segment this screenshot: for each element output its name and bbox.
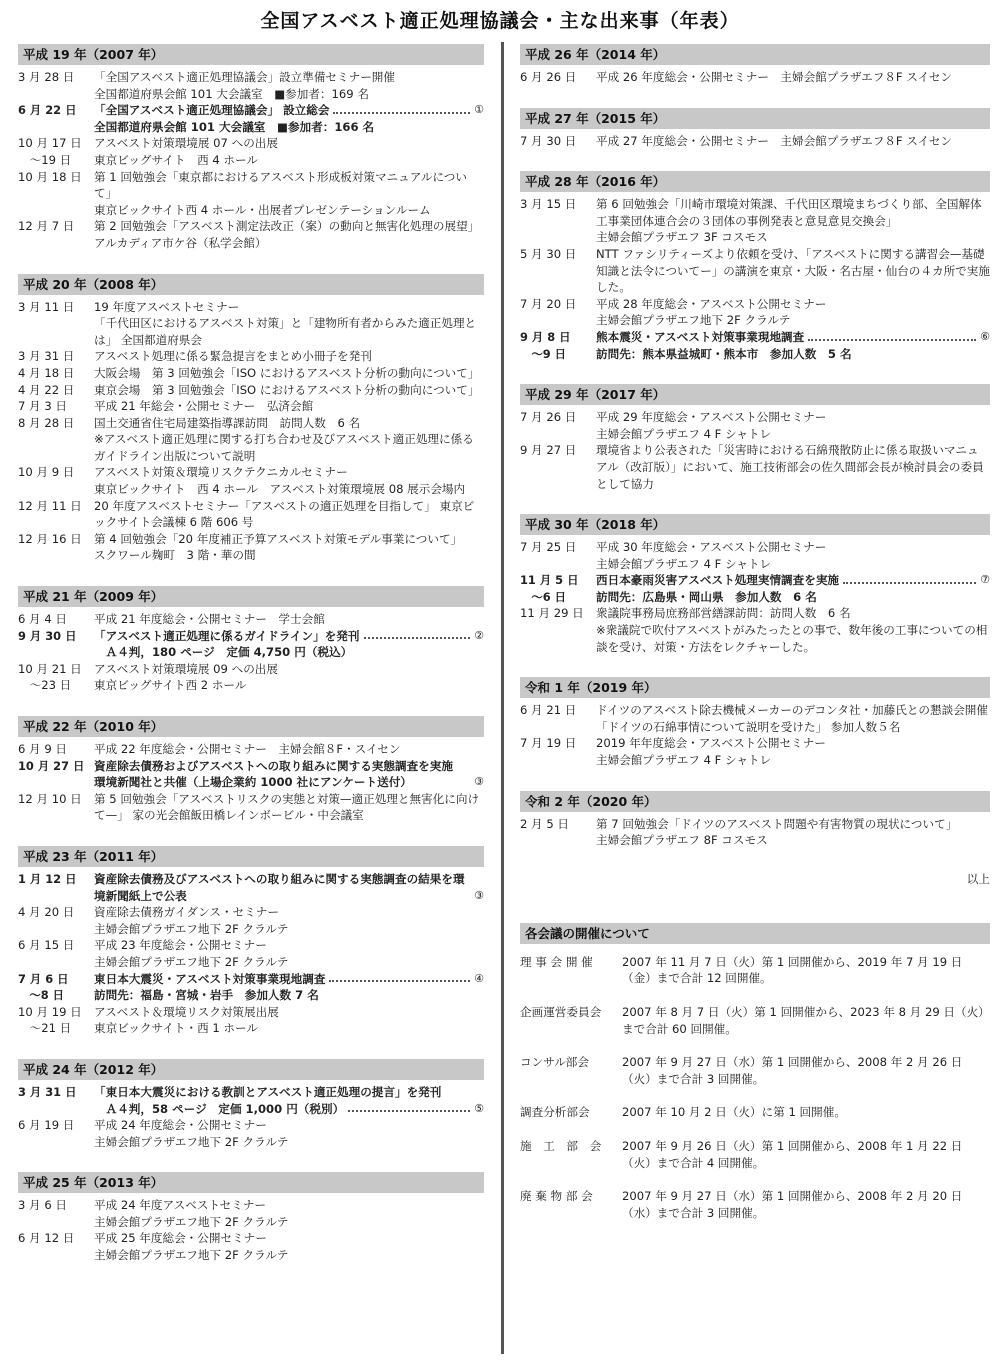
entry-date: 6 月 19 日 (18, 1118, 75, 1133)
circled-number-marker: ③ (474, 888, 484, 902)
meetings-heading: 各会議の開催について (520, 923, 990, 944)
entry-date: 6 月 22 日 (18, 103, 77, 118)
entry-text: 19 年度アスベストセミナー (94, 299, 240, 314)
year-section (18, 274, 484, 565)
timeline-entry (18, 904, 484, 937)
meeting-text: 2007 年 10 月 2 日（火）に第 1 回開催。 (622, 1105, 846, 1120)
entry-text: 訪問先：福島・宮城・岩手 参加人数 7 名 (94, 988, 319, 1003)
entry-text-with-marker (94, 758, 484, 791)
timeline-entry (520, 735, 990, 768)
entry-date: 2 月 5 日 (520, 816, 569, 831)
entry-text: 「東日本大震災における教訓とアスベスト適正処理の提言」を発刊 (94, 1084, 442, 1099)
entry-text: 「千代田区におけるアスベスト対策」と「建物所有者からみた適正処理とは」 全国都道府県会 (94, 316, 477, 347)
entry-date: 10 月 9 日 (18, 465, 75, 480)
entry-text: 全国都道府県会館 101 大会議室 ■参加者：169 名 (94, 86, 369, 101)
entry-text: 主婦会館プラザエフ 4 F シャトレ (596, 426, 772, 441)
entry-text: 第 6 回勉強会「川崎市環境対策課、千代田区環境まちづくり部、全国解体工事業団体連合会の３団体の事例発表と意見意見交換会」 (596, 197, 982, 228)
entry-text: 東京ビックサイト 西 4 ホール アスベスト対策環境展 08 展示会場内 (94, 482, 466, 497)
timeline-entry (520, 246, 990, 296)
timeline-entry (18, 791, 484, 824)
meetings-list (520, 954, 990, 1222)
meeting-row (520, 1054, 990, 1087)
entry-date: 7 月 20 日 (520, 296, 577, 311)
entry-text: 2019 年年度総会・アスベスト公開セミナー (596, 736, 826, 751)
dotted-leader (843, 572, 976, 584)
entry-text: 主婦会館プラザエフ地下 2F クラルテ (596, 313, 791, 328)
entry-date: 7 月 30 日 (520, 133, 577, 148)
year-section (18, 586, 484, 694)
entry-text: 東京ビッグサイト 西 4 ホール (94, 152, 258, 167)
entry-date: 12 月 10 日 (18, 791, 82, 806)
circled-number-marker: ⑦ (980, 573, 990, 587)
timeline-entry (18, 871, 484, 904)
timeline-entry (18, 628, 484, 661)
circled-number-marker: ① (474, 103, 484, 117)
entry-text-with-marker (94, 971, 484, 988)
year-section (18, 44, 484, 252)
year-heading: 平成 26 年（2014 年） (520, 44, 990, 65)
timeline-entry (520, 196, 990, 246)
timeline-entry (18, 611, 484, 628)
dotted-leader (808, 329, 976, 341)
entry-date: 11 月 29 日 (520, 606, 584, 621)
meeting-name: 理 事 会 開 催 (520, 954, 593, 969)
timeline-entry (18, 69, 484, 102)
entry-text: 平成 21 年度総会・公開セミナー 学士会館 (94, 612, 325, 627)
timeline-entry (18, 1117, 484, 1150)
year-section (520, 171, 990, 362)
entry-text: 東京ビッグサイト西 2 ホール (94, 678, 247, 693)
entry-date: 7 月 6 日 ～8 日 (18, 971, 69, 1003)
timeline-entry (18, 382, 484, 399)
timeline-entry (520, 702, 990, 735)
timeline-entry (18, 1197, 484, 1230)
year-heading: 令和 1 年（2019 年） (520, 677, 990, 698)
entry-text: 第 5 回勉強会「アスベストリスクの実態と対策—適正処理と無害化に向けて—」 家の光会館飯田橋レインボービル・中会議室 (94, 791, 480, 823)
timeline-entry (18, 1004, 484, 1037)
timeline-entry (18, 971, 484, 1004)
meeting-text: 2007 年 9 月 27 日（水）第 1 回開催から、2008 年 2 月 20 日（水）まで合計 3 回開催。 (622, 1189, 963, 1220)
entry-date: 6 月 21 日 (520, 703, 577, 718)
entry-date: 4 月 22 日 (18, 382, 75, 397)
entry-date: 3 月 15 日 (520, 197, 577, 212)
meeting-text: 2007 年 8 月 7 日（火）第 1 回開催から、2023 年 8 月 29 日（火）まで合計 60 回開催。 (622, 1005, 990, 1036)
entry-text: 熊本震災・アスベスト対策事業現地調査 (596, 329, 805, 344)
column-divider (501, 42, 504, 1354)
entry-text: Ａ４判，58 ページ 定価 1,000 円（税別） (94, 1101, 345, 1116)
year-heading: 平成 28 年（2016 年） (520, 171, 990, 192)
entry-text: NTT ファシリティーズより依頼を受け、「アスベストに関する講習会—基礎知識と法令についてー」の講演を東京・大阪・名古屋・仙台の４カ所で実施した。 (596, 246, 990, 295)
meeting-row (520, 1004, 990, 1037)
meeting-name: 施 工 部 会 (520, 1138, 602, 1153)
entry-date: 10 月 17 日 ～19 日 (18, 136, 82, 167)
dotted-leader (333, 102, 470, 114)
meeting-name: 調査分析部会 (520, 1105, 590, 1120)
dotted-leader (348, 1101, 470, 1113)
entry-date: 6 月 12 日 (18, 1231, 75, 1246)
entry-date: 9 月 8 日 ～9 日 (520, 329, 571, 361)
timeline-entry (18, 169, 484, 219)
year-section (18, 846, 484, 1037)
timeline-entry (520, 329, 990, 362)
entry-text: 平成 22 年度総会・公開セミナー 主婦会館８F・スイセン (94, 742, 401, 756)
entry-text-with-marker (596, 572, 990, 589)
dotted-leader (329, 971, 470, 983)
entry-date: 3 月 6 日 (18, 1198, 67, 1213)
entry-text: 平成 27 年度総会・公開セミナー 主婦会館プラザエフ８F スイセン (596, 133, 953, 148)
entry-text: 平成 26 年度総会・公開セミナー 主婦会館プラザエフ８F スイセン (596, 70, 953, 84)
timeline-entry (18, 299, 484, 349)
timeline-entry (18, 218, 484, 251)
entry-text: アスベスト処理に係る緊急提言をまとめ小冊子を発刊 (94, 349, 372, 364)
year-heading: 平成 30 年（2018 年） (520, 514, 990, 535)
entry-text: 主婦会館プラザエフ地下 2F クラルテ (94, 954, 289, 969)
entry-text: Ａ４判，180 ページ 定価 4,750 円（税込） (94, 645, 353, 660)
entry-text: 主婦会館プラザエフ 8F コスモス (596, 833, 768, 848)
entry-date: 12 月 7 日 (18, 219, 75, 234)
year-heading: 平成 20 年（2008 年） (18, 274, 484, 295)
entry-text: 訪問先：熊本県益城町・熊本市 参加人数 5 名 (596, 346, 852, 361)
entry-text: 第 4 回勉強会「20 年度補正予算アスベスト対策モデル事業について」 (94, 531, 463, 546)
entry-text: ドイツのアスベスト除去機械メーカーのデコンタ社・加藤氏との懇談会開催「ドイツの石綿事情について説明を受けた」 参加人数５名 (596, 703, 988, 734)
timeline-entry (18, 348, 484, 365)
entry-text: 資産除去債務ガイダンス・セミナー (94, 905, 279, 920)
entry-text: 平成 23 年度総会・公開セミナー (94, 938, 267, 953)
entry-text: 主婦会館プラザエフ 4 F シャトレ (596, 753, 772, 768)
entry-date: 5 月 30 日 (520, 246, 577, 261)
entry-text: 東京ビックサイト・西 1 ホール (94, 1021, 258, 1036)
year-section (18, 1059, 484, 1150)
meeting-row (520, 1104, 990, 1121)
entry-date: 10 月 18 日 (18, 169, 82, 184)
meeting-text: 2007 年 9 月 27 日（水）第 1 回開催から、2008 年 2 月 26 日（火）まで合計 3 回開催。 (622, 1055, 963, 1086)
entry-date: 3 月 31 日 (18, 1084, 77, 1099)
entry-text: 主婦会館プラザエフ 3F コスモス (596, 230, 768, 245)
timeline-entry (18, 498, 484, 531)
timeline-entry (18, 758, 484, 791)
year-section (18, 1172, 484, 1263)
timeline-entry (18, 398, 484, 415)
closing-text: 以上 (966, 871, 990, 886)
year-heading: 平成 22 年（2010 年） (18, 716, 484, 737)
entry-text: 主婦会館プラザエフ地下 2F クラルテ (94, 1214, 289, 1229)
meeting-name: 廃 棄 物 部 会 (520, 1189, 593, 1204)
timeline-entry (520, 133, 990, 150)
meeting-row (520, 954, 990, 987)
entry-date: 12 月 11 日 (18, 498, 82, 513)
entry-text: 主婦会館プラザエフ 4 F シャトレ (596, 556, 772, 571)
entry-date: 4 月 18 日 (18, 365, 75, 380)
meeting-row (520, 1138, 990, 1171)
timeline-entry (18, 661, 484, 694)
entry-text: 主婦会館プラザエフ地下 2F クラルテ (94, 921, 289, 936)
year-heading: 平成 25 年（2013 年） (18, 1172, 484, 1193)
timeline-entry (18, 415, 484, 465)
timeline-entry (520, 605, 990, 655)
entry-text: 資産除去債務およびアスベストへの取り組みに関する実態調査を実施 環境新聞社と共催（上場企業約 1000 社にアンケート送付） (94, 758, 465, 790)
entry-text: 東京ビックサイト西 4 ホール・出展者プレゼンテーションルーム (94, 202, 431, 217)
entry-date: 6 月 4 日 (18, 612, 67, 627)
entry-text-with-marker (94, 102, 484, 119)
entry-text: 平成 30 年度総会・アスベスト公開セミナー (596, 540, 827, 555)
timeline-entry (18, 1084, 484, 1117)
entry-date: 10 月 21 日 ～23 日 (18, 661, 82, 693)
timeline-entry (18, 1230, 484, 1263)
entry-text: アスベスト対策環境展 09 への出展 (94, 661, 278, 676)
entry-text: 「アスベスト適正処理に係るガイドライン」を発刊 (94, 628, 360, 643)
circled-number-marker: ④ (474, 971, 484, 985)
year-heading: 平成 19 年（2007 年） (18, 44, 484, 65)
timeline-entry (18, 937, 484, 970)
year-section (520, 677, 990, 768)
left-column (18, 44, 484, 1286)
entry-date: 8 月 28 日 (18, 415, 75, 430)
timeline-entry (520, 69, 990, 86)
right-timeline (520, 44, 990, 849)
entry-text: 「全国アスベスト適正処理協議会」設立準備セミナー開催 (94, 70, 395, 84)
entry-date: 9 月 27 日 (520, 443, 577, 458)
timeline-entry (18, 102, 484, 135)
entry-text: 大阪会場 第 3 回勉強会「ISO におけるアスベスト分析の動向について」 (94, 365, 480, 380)
entry-date: 7 月 25 日 (520, 540, 577, 555)
timeline-entry (520, 816, 990, 849)
year-section (520, 791, 990, 849)
entry-text: 第 7 回勉強会「ドイツのアスベスト問題や有害物質の現状について」 (596, 816, 958, 831)
entry-date: 6 月 26 日 (520, 70, 577, 84)
circled-number-marker: ⑥ (980, 329, 990, 343)
entry-text: 環境省より公表された「災害時における石綿飛散防止に係る取扱いマニュアル（改訂版）」において、施工技術部会の佐久間部会長が検討員会の委員として協力 (596, 443, 984, 491)
entry-text: 東京会場 第 3 回勉強会「ISO におけるアスベスト分析の動向について」 (94, 382, 480, 397)
dotted-leader (364, 628, 471, 640)
entry-text: ※衆議院で吹付アスベストがみたったとの事で、数年後の工事についての相談を受け、対策・方法をレクチャーした。 (596, 623, 988, 654)
timeline-entry (520, 409, 990, 442)
entry-text: 平成 29 年度総会・アスベスト公開セミナー (596, 410, 827, 425)
meeting-text: 2007 年 9 月 26 日（火）第 1 回開催から、2008 年 1 月 22 日（火）まで合計 4 回開催。 (622, 1138, 963, 1170)
entry-text: 「全国アスベスト適正処理協議会」 設立総会 (94, 103, 330, 118)
entry-date: 7 月 26 日 (520, 410, 577, 425)
timeline-entry (520, 442, 990, 492)
entry-text-with-marker (94, 628, 484, 645)
page-title: 全国アスベスト適正処理協議会・主な出来事（年表） (260, 10, 740, 32)
entry-date: 1 月 12 日 (18, 871, 77, 886)
entry-date: 3 月 28 日 (18, 70, 75, 84)
year-section (520, 44, 990, 86)
timeline-entry (18, 741, 484, 758)
entry-text-with-marker (596, 329, 990, 346)
entry-text: 東日本大震災・アスベスト対策事業現地調査 (94, 971, 326, 986)
entry-date: 4 月 20 日 (18, 905, 75, 920)
entry-text: 国土交通省住宅局建築指導課訪問 訪問人数 6 名 (94, 415, 361, 430)
entry-text: 平成 25 年度総会・公開セミナー (94, 1231, 267, 1246)
timeline-entry (520, 539, 990, 572)
year-heading: 令和 2 年（2020 年） (520, 791, 990, 812)
year-section (520, 514, 990, 655)
entry-text: 平成 24 年度アスベストセミナー (94, 1198, 267, 1213)
year-heading: 平成 23 年（2011 年） (18, 846, 484, 867)
entry-text: 訪問先：広島県・岡山県 参加人数 6 名 (596, 589, 817, 604)
entry-text: 平成 21 年総会・公開セミナー 弘済会館 (94, 399, 314, 414)
timeline-entry (18, 365, 484, 382)
entry-text: 衆議院事務局庶務部営繕課訪問：訪問人数 6 名 (596, 606, 851, 621)
entry-date: 10 月 27 日 (18, 758, 85, 773)
entry-date: 6 月 15 日 (18, 938, 75, 953)
year-section (520, 384, 990, 492)
entry-date: 9 月 30 日 (18, 628, 77, 643)
timeline-entry (520, 572, 990, 605)
circled-number-marker: ② (474, 628, 484, 642)
entry-date: 6 月 9 日 (18, 742, 67, 756)
entry-text-with-marker (94, 871, 484, 904)
timeline-entry (18, 531, 484, 564)
entry-text: 第 2 回勉強会「アスベスト測定法改正（案）の動向と無害化処理の展望」 アルカディア市ケ谷（私学会館） (94, 219, 483, 250)
entry-date: 12 月 16 日 (18, 531, 82, 546)
year-heading: 平成 21 年（2009 年） (18, 586, 484, 607)
right-column (520, 44, 990, 1238)
meeting-text: 2007 年 11 月 7 日（火）第 1 回開催から、2019 年 7 月 19 日（金）まで合計 12 回開催。 (622, 954, 963, 986)
entry-text: スクワール麹町 3 階・華の間 (94, 548, 256, 563)
year-section (520, 108, 990, 150)
entry-text: 平成 28 年度総会・アスベスト公開セミナー (596, 296, 827, 311)
entry-date: 7 月 3 日 (18, 399, 67, 414)
entry-date: 10 月 19 日 ～21 日 (18, 1004, 82, 1036)
entry-date: 3 月 11 日 (18, 299, 75, 314)
timeline-entry (520, 296, 990, 329)
entry-text: アスベスト対策環境展 07 への出展 (94, 136, 278, 151)
year-heading: 平成 27 年（2015 年） (520, 108, 990, 129)
timeline-entry (18, 135, 484, 168)
circled-number-marker: ③ (474, 775, 484, 789)
year-heading: 平成 24 年（2012 年） (18, 1059, 484, 1080)
meeting-name: コンサル部会 (520, 1055, 589, 1070)
meeting-name: 企画運営委員会 (520, 1005, 602, 1019)
entry-text: 主婦会館プラザエフ地下 2F クラルテ (94, 1248, 289, 1263)
entry-text-with-marker (94, 1101, 484, 1118)
entry-text: 全国都道府県会館 101 大会議室 ■参加者：166 名 (94, 119, 375, 134)
entry-date: 3 月 31 日 (18, 349, 75, 364)
meeting-row (520, 1188, 990, 1221)
entry-text: 資産除去債務及びアスベストへの取り組みに関する実態調査の結果を環境新聞紙上で公表 (94, 871, 465, 903)
entry-text: アスベスト＆環境リスク対策展出展 (94, 1004, 279, 1019)
year-section (18, 716, 484, 824)
entry-text: 20 年度アスベストセミナー「アスベストの適正処理を目指して」 東京ビックサイト会議棟 6 階 606 号 (94, 498, 475, 530)
year-heading: 平成 29 年（2017 年） (520, 384, 990, 405)
entry-text: 平成 24 年度総会・公開セミナー (94, 1118, 267, 1133)
entry-text: アスベスト対策＆環境リスクテクニカルセミナー (94, 465, 348, 480)
circled-number-marker: ⑤ (474, 1101, 484, 1115)
entry-text: 第 1 回勉強会「東京都におけるアスベスト形成板対策マニュアルについて」 (94, 169, 467, 201)
timeline-entry (18, 464, 484, 497)
entry-text: 西日本豪雨災害アスベスト処理実情調査を実施 (596, 573, 840, 588)
entry-text: ※アスベスト適正処理に関する打ち合わせ及びアスベスト適正処理に係るガイドライン出版について説明 (94, 432, 474, 463)
entry-date: 7 月 19 日 (520, 736, 577, 751)
entry-text: 主婦会館プラザエフ地下 2F クラルテ (94, 1134, 289, 1149)
entry-date: 11 月 5 日 ～6 日 (520, 573, 579, 604)
